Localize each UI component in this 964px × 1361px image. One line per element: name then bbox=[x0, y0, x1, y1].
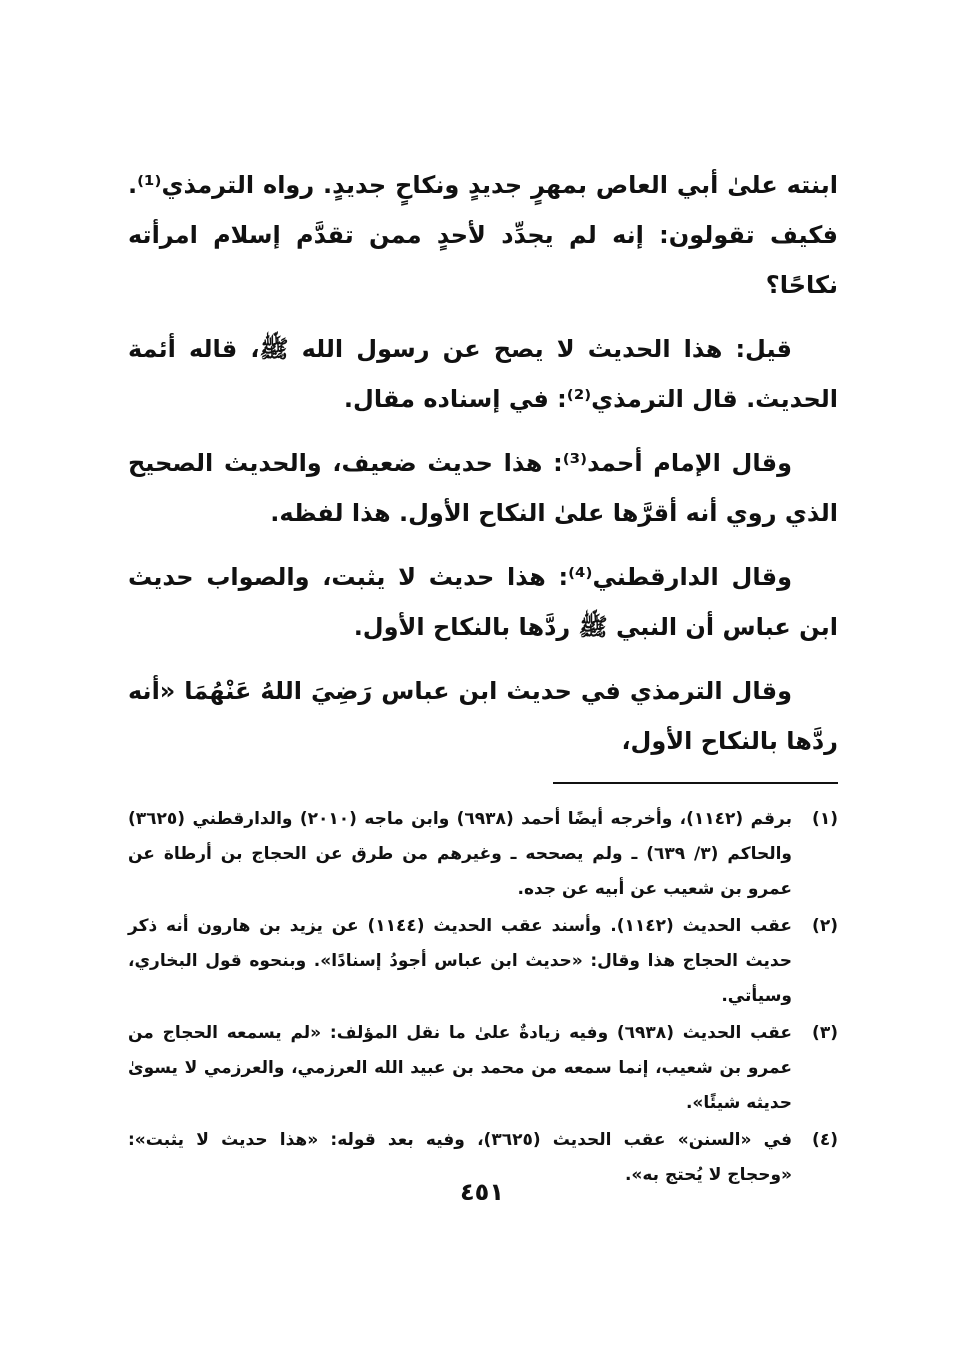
footnote-number: (١) bbox=[812, 809, 838, 829]
footnote-text: عقب الحديث (٦٩٣٨) وفيه زيادةٌ علىٰ ما نقل المؤلف: «لم يسمعه الحجاج من عمرو بن شعيب، إنما سمعه من محمد بن عبيد الله العرزمي، والعرزمي لا يسوىٰ حديثه شيئًا». bbox=[128, 1023, 792, 1113]
footnote-text: برقم (١١٤٢)، وأخرجه أيضًا أحمد (٦٩٣٨) وابن ماجه (٢٠١٠) والدارقطني (٣٦٢٥) والحاكم (٣/ ٦٣٩) ـ ولم يصححه ـ وغيرهم من طرق عن الحجاج بن أرطاة عن عمرو بن شعيب عن أبيه عن جده. bbox=[128, 809, 792, 899]
footnote-number: (٢) bbox=[812, 916, 838, 936]
paragraph-3: وقال الإمام أحمد⁽³⁾: هذا حديث ضعيف، والحديث الصحيح الذي روي أنه أقرَّها علىٰ النكاح الأول. هذا لفظه. bbox=[128, 449, 838, 527]
paragraph-1: ابنته علىٰ أبي العاص بمهرٍ جديدٍ ونكاحٍ جديدٍ. رواه الترمذي⁽¹⁾. فكيف تقولون: إنه لم يجدِّد لأحدٍ ممن تقدَّم إسلام امرأته نكاحًا؟ bbox=[128, 171, 838, 299]
footnote-text: عقب الحديث (١١٤٢). وأسند عقب الحديث (١١٤٤) عن يزيد بن هارون أنه ذكر حديث الحجاج هذا وقال: «حديث ابن عباس أجودُ إسنادًا». وبنحوه قول البخاري، وسيأتي. bbox=[128, 916, 792, 1006]
footnotes bbox=[128, 802, 838, 1193]
main-text bbox=[128, 160, 838, 766]
footnote-number: (٣) bbox=[812, 1023, 838, 1043]
footnote-text: في «السنن» عقب الحديث (٣٦٢٥)، وفيه بعد قوله: «هذا حديث لا يثبت»: «وحجاج لا يُحتج به». bbox=[128, 1130, 792, 1185]
footnote-3 bbox=[128, 1016, 838, 1121]
paragraph-2: قيل: هذا الحديث لا يصح عن رسول الله ﷺ، قاله أئمة الحديث. قال الترمذي⁽²⁾: في إسناده مقال. bbox=[128, 335, 838, 413]
page bbox=[128, 160, 838, 1195]
paragraph-5: وقال الترمذي في حديث ابن عباس رَضِيَ اللهُ عَنْهُمَا «أنه ردَّها بالنكاح الأول، bbox=[128, 677, 838, 755]
paragraph-4: وقال الدارقطني⁽⁴⁾: هذا حديث لا يثبت، والصواب حديث ابن عباس أن النبي ﷺ ردَّها بالنكاح الأول. bbox=[128, 563, 838, 641]
footnote-divider bbox=[553, 782, 838, 784]
footnote-1 bbox=[128, 802, 838, 907]
page-number: ٤٥١ bbox=[460, 1178, 504, 1206]
footnote-number: (٤) bbox=[812, 1130, 838, 1150]
footnote-2 bbox=[128, 909, 838, 1014]
